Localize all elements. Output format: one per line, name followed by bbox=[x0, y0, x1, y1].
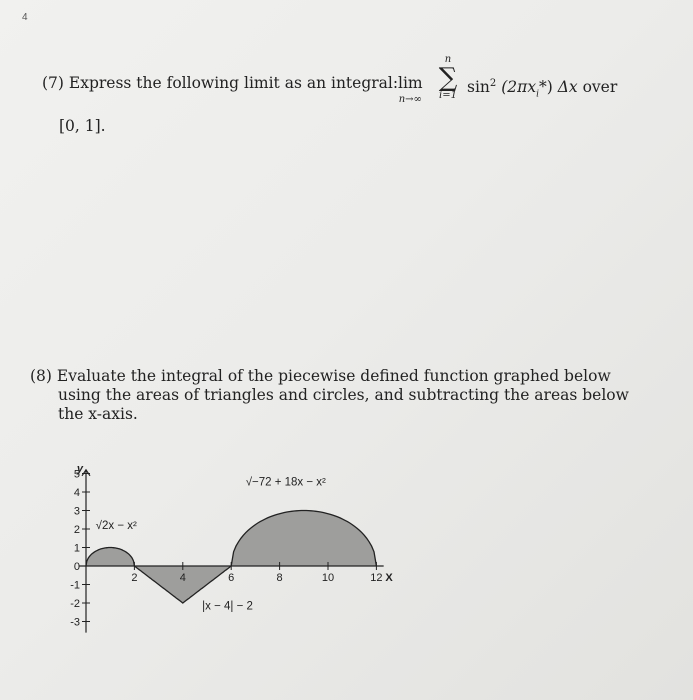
y-tick-label: -3 bbox=[70, 616, 80, 629]
semicircle-region-0-2 bbox=[86, 548, 134, 567]
y-tick-label: 0 bbox=[73, 561, 80, 573]
summand: $\sin^2 (2\pi x_i*)$ Δx over bbox=[467, 78, 618, 100]
problem-7-text: Express the following limit as an integral: bbox=[68, 74, 399, 92]
y-tick-label: -2 bbox=[70, 598, 80, 610]
function-label: |x − 4| − 2 bbox=[202, 600, 253, 613]
limit-operator: lim n→∞ bbox=[398, 74, 423, 105]
y-tick-label: 5 bbox=[73, 468, 80, 481]
semicircle-region-6-12 bbox=[231, 511, 376, 567]
problem-8-line-1: (8) Evaluate the integral of the piecewise defined function graphed below bbox=[30, 367, 611, 385]
x-axis-label: X bbox=[385, 572, 393, 584]
x-tick-label: 4 bbox=[179, 572, 186, 584]
y-tick-label: 1 bbox=[73, 542, 80, 555]
page-number: 4 bbox=[22, 12, 28, 23]
x-tick-label: 6 bbox=[228, 572, 235, 584]
function-label: √2x − x² bbox=[95, 520, 137, 532]
function-label: √−72 + 18x − x² bbox=[245, 476, 326, 489]
y-axis-label: y bbox=[76, 462, 83, 475]
summation-sign: n ∑ i=1 bbox=[438, 54, 458, 101]
problem-7-label: (7) bbox=[42, 74, 64, 92]
y-tick-label: 3 bbox=[73, 505, 80, 518]
y-tick-label: -1 bbox=[70, 579, 80, 592]
y-tick-label: 2 bbox=[73, 524, 80, 536]
x-tick-label: 8 bbox=[276, 572, 283, 584]
x-tick-label: 2 bbox=[131, 572, 138, 584]
problem-8-line-2: using the areas of triangles and circles, and subtracting the areas below bbox=[58, 386, 629, 404]
problem-8-line-3: the x-axis. bbox=[58, 405, 138, 423]
x-tick-label: 12 bbox=[370, 572, 383, 584]
y-tick-label: 4 bbox=[73, 487, 80, 499]
interval-text: [0, 1]. bbox=[59, 117, 106, 135]
x-tick-label: 10 bbox=[321, 572, 335, 584]
